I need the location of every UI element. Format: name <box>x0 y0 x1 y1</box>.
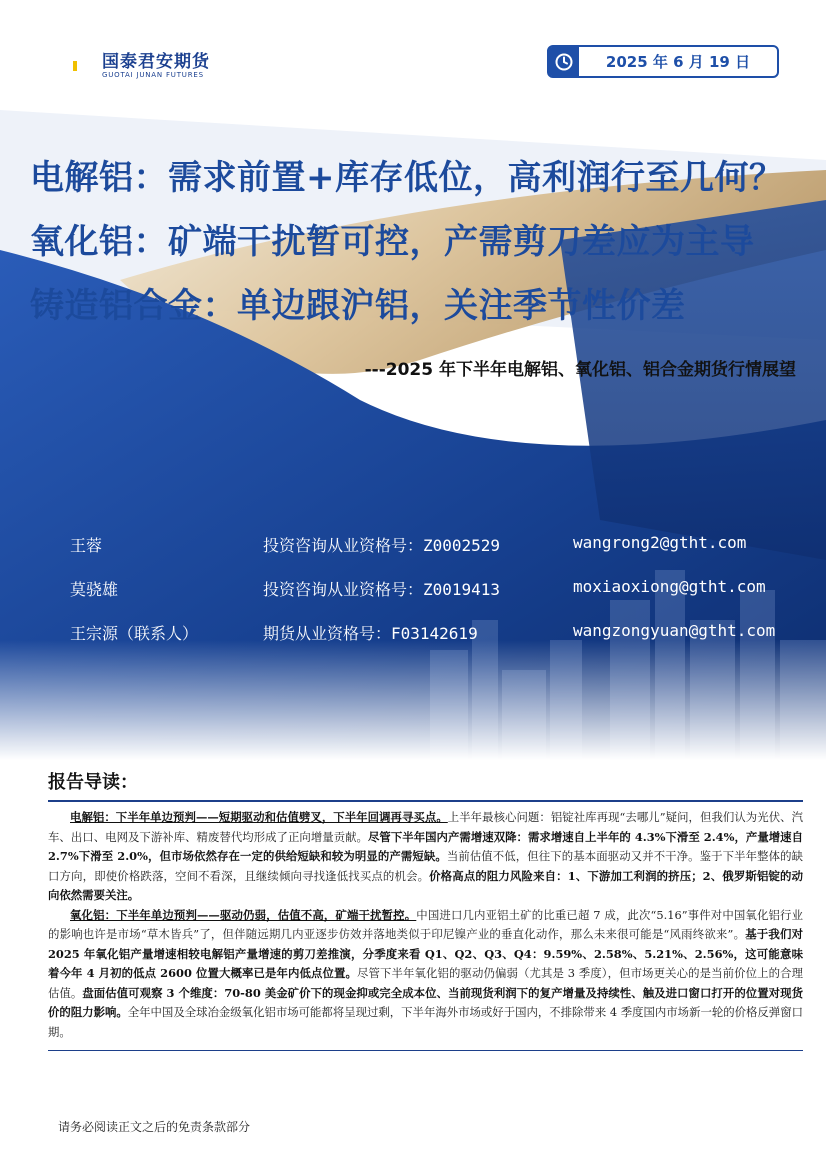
author-certificate: 期货从业资格号：F03142619 <box>263 624 478 643</box>
logo-name-en: GUOTAI JUNAN FUTURES <box>102 70 204 79</box>
title-cast-aluminum-alloy: 铸造铝合金：单边跟沪铝，关注季节性价差 <box>30 286 686 326</box>
author-email[interactable]: moxiaoxiong@gtht.com <box>573 577 766 596</box>
author-certificate: 投资咨询从业资格号：Z0002529 <box>263 536 501 555</box>
guide-paragraph-aluminum: 电解铝：下半年单边预判——短期驱动和估值劈叉，下半年回调再寻买点。上半年最核心问题：铝锭社库再现“去哪儿”疑问，但我们认为光伏、汽车、出口、电网及下游补库、精废替代均形成了正向增量贡献。尽管下半年国内产需增速双降：需求增速自上半年的 4.3%下滑至 2.4%，产量增速自 2.7%下滑至 2.0%，但市场依然存在一定的供给短缺和较为明显的产需短缺。当前估值不低，但往下的基本面驱动又并不干净。鉴于下半年整体的缺口方向，即使价格跌落，空间不看深，且继续倾向寻找逢低找买点的机会。价格高点的阻力风险来自：1、下游加工利润的挤压；2、俄罗斯铝锭的动向依然需要关注。 <box>48 810 803 902</box>
title-electrolytic-aluminum: 电解铝：需求前置+库存低位，高利润行至几何？ <box>30 158 784 198</box>
para-lead: 电解铝：下半年单边预判——短期驱动和估值劈叉，下半年回调再寻买点。 <box>70 810 448 824</box>
author-row <box>70 621 790 643</box>
author-name: 王宗源（联系人） <box>70 624 199 643</box>
author-certificate: 投资咨询从业资格号：Z0019413 <box>263 580 501 599</box>
author-name: 莫骁雄 <box>70 580 119 599</box>
guide-paragraph-alumina: 氧化铝：下半年单边预判——驱动仍弱，估值不高，矿端干扰暂控。中国进口几内亚铝土矿的比重已超 7 成，此次“5.16”事件对中国氧化铝行业的影响也许是市场“草木皆兵”了，但伴随远期几内亚逐步仿效并落地类似于印尼镍产业的垂直化动作，那么未来很可能是“风雨终欲来”。基于我们对 2025 年氧化铝产量增速相较电解铝产量增速的剪刀差推演，分季度来看 Q1、Q2、Q3、Q4：9.59%、2.58%、5.21%、2.56%，这可能意味着今年 4 月初的低点 2600 位置大概率已是年内低点位置。尽管下半年氧化铝的驱动仍偏弱（尤其是 3 季度），但市场更关心的是当前价位上的合理估值。盘面估值可观察 3 个维度：70-80 美金矿价下的现金抑或完全成本位、当前现货利润下的复产增量及持续性、触及进口窗口打开的位置对现货价的阻力影响。全年中国及全球冶金级氧化铝市场可能都将呈现过剩，下半年海外市场或好于国内，不排除带来 4 季度国内市场新一轮的价格反弹窗口期。 <box>48 907 803 1039</box>
logo-name: 国泰君安期货 <box>102 51 210 72</box>
author-email[interactable]: wangzongyuan@gtht.com <box>573 621 776 640</box>
para-lead: 氧化铝：下半年单边预判——驱动仍弱，估值不高，矿端干扰暂控。 <box>70 907 417 922</box>
report-date-badge <box>547 45 779 78</box>
report-subtitle: ---2025 年下半年电解铝、氧化铝、铝合金期货行情展望 <box>364 360 796 380</box>
author-row <box>70 577 790 599</box>
disclaimer-note: 请务必阅读正文之后的免责条款部分 <box>58 1120 251 1134</box>
report-guide <box>48 768 803 1051</box>
guide-heading: 报告导读： <box>48 772 138 793</box>
guide-bottom-divider <box>48 1050 803 1051</box>
author-name: 王蓉 <box>70 536 103 555</box>
author-row <box>70 533 790 555</box>
clock-icon <box>555 53 573 71</box>
report-date: 2025 年 6 月 19 日 <box>605 53 751 71</box>
guide-divider <box>48 800 803 802</box>
logo-mark-icon <box>58 52 96 80</box>
title-alumina: 氧化铝：矿端干扰暂可控，产需剪刀差应为主导 <box>30 222 755 262</box>
author-email[interactable]: wangrong2@gtht.com <box>573 533 747 552</box>
company-logo <box>58 52 210 80</box>
